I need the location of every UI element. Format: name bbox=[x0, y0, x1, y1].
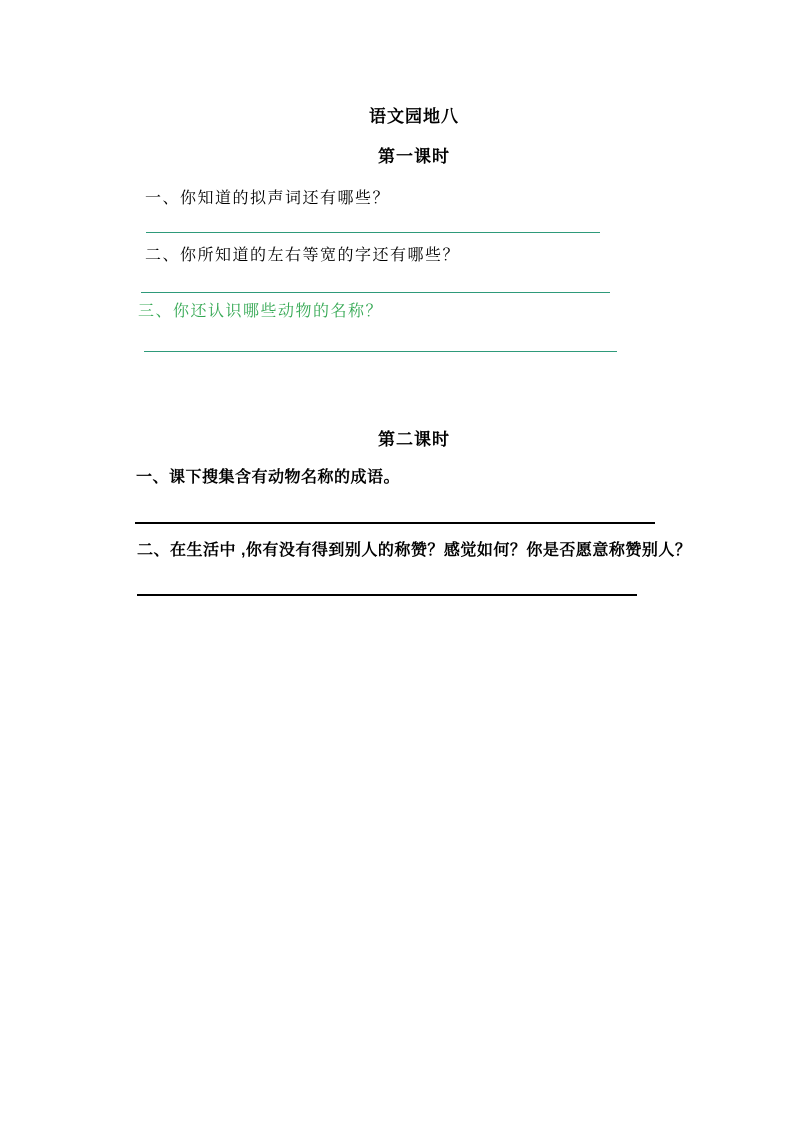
document-title: 语文园地八 bbox=[369, 107, 459, 126]
section-1-question-1: 一、你知道的拟声词还有哪些？ bbox=[145, 190, 391, 207]
answer-line-5 bbox=[137, 594, 637, 596]
section-1-heading: 第一课时 bbox=[378, 147, 450, 166]
answer-line-1 bbox=[146, 232, 600, 233]
section-1-question-3: 三、你还认识哪些动物的名称？ bbox=[138, 303, 384, 320]
answer-line-2 bbox=[141, 292, 610, 293]
answer-line-3 bbox=[144, 351, 617, 352]
section-2-heading: 第二课时 bbox=[378, 430, 450, 449]
section-1-question-2: 二、你所知道的左右等宽的字还有哪些？ bbox=[145, 247, 461, 264]
section-2-question-2: 二、在生活中 ,你有没有得到别人的称赞？感觉如何？你是否愿意称赞别人？ bbox=[137, 542, 692, 559]
answer-line-4 bbox=[135, 522, 655, 524]
section-2-question-1: 一、课下搜集含有动物名称的成语。 bbox=[136, 469, 401, 486]
